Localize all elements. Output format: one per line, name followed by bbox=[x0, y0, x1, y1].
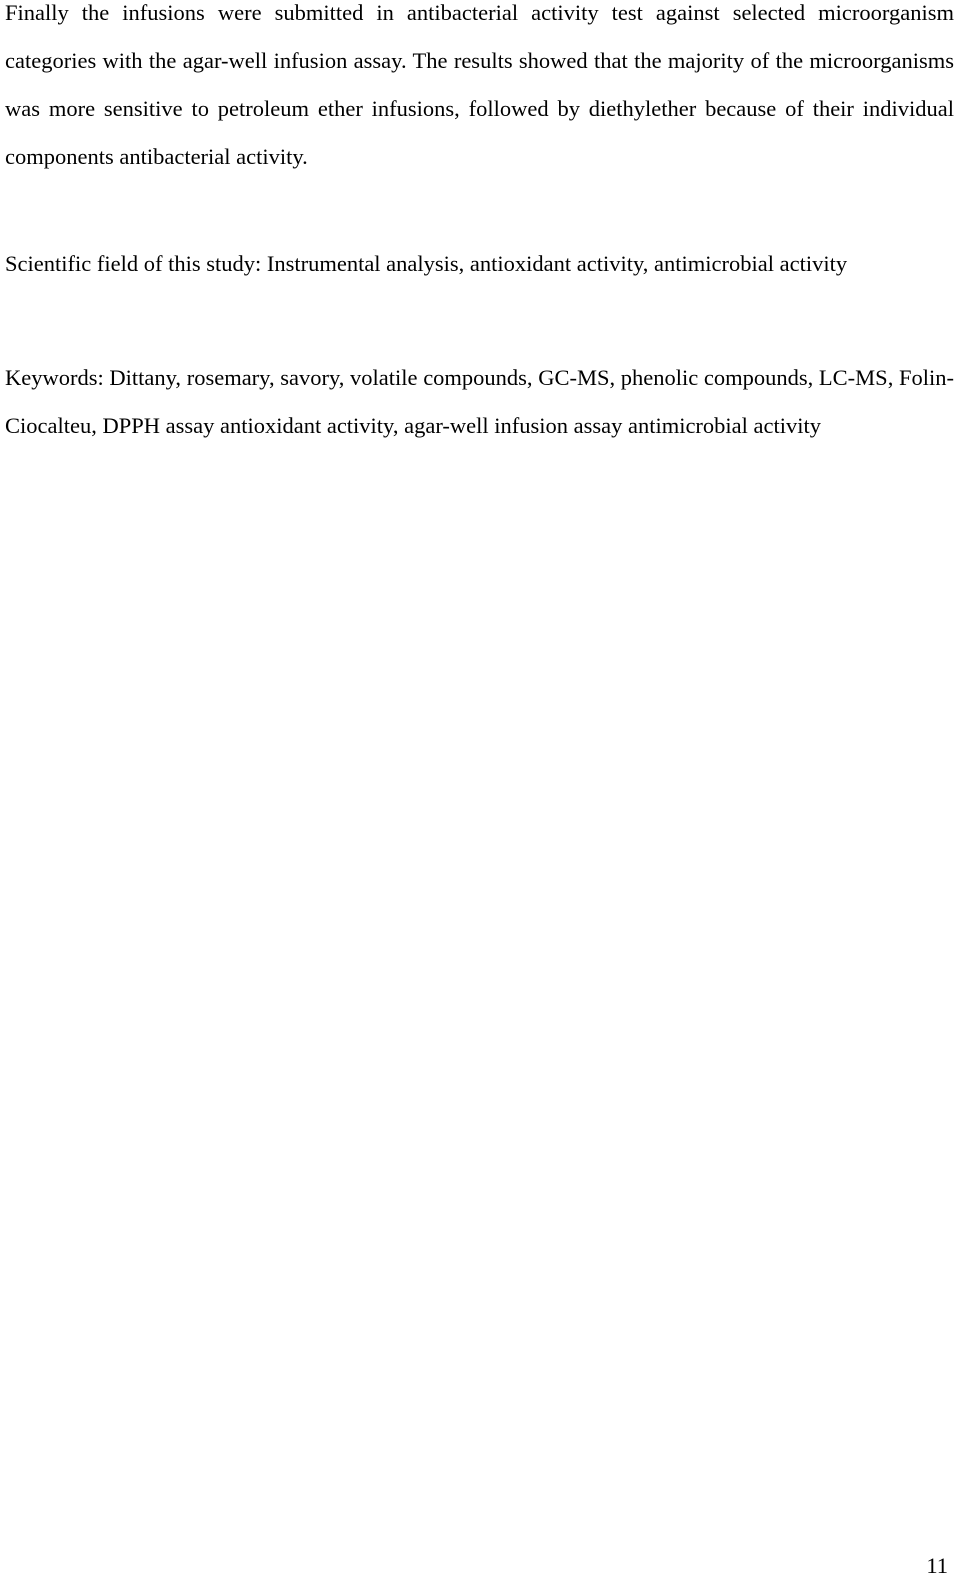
abstract-closing-paragraph: Finally the infusions were submitted in antibacterial activity test against selected microorganism categories with the agar-well infusion assay. The results showed that the majority of the microorganisms was more sensitive to petroleum ether infusions, followed by diethylether because of their individual components antibacterial activity. bbox=[5, 0, 954, 169]
document-page bbox=[5, 0, 954, 438]
keywords-paragraph: Keywords: Dittany, rosemary, savory, volatile compounds, GC-MS, phenolic compounds, LC-MS, Folin-Ciocalteu, DPPH assay antioxidant activity, agar-well infusion assay antimicrobial activity bbox=[5, 365, 954, 438]
scientific-field-paragraph: Scientific field of this study: Instrumental analysis, antioxidant activity, antimicrobial activity bbox=[5, 251, 848, 276]
page-number: 11 bbox=[926, 1553, 948, 1578]
